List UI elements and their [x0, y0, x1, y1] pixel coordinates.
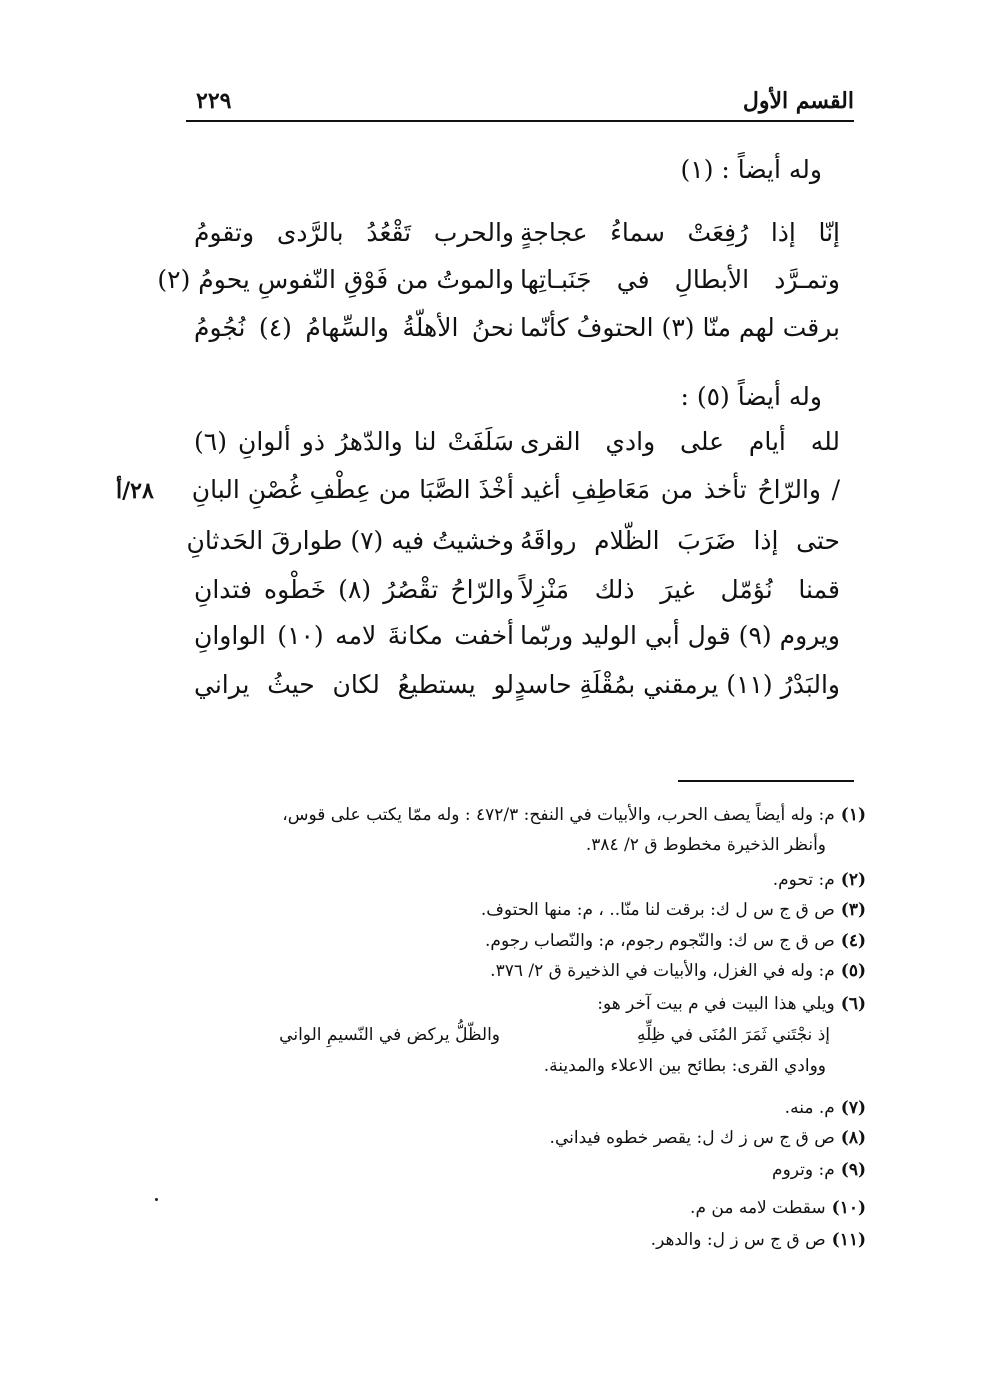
- verse-line: [186, 313, 854, 357]
- footnote-verse: [190, 1025, 830, 1055]
- footnote: [481, 900, 866, 920]
- footnote-number: (٣): [840, 900, 866, 920]
- verse-second-hemistich: أخْذَ الصَّبَا من عِطْفِ غُصْنِ البانِ: [191, 475, 514, 504]
- verse-first-hemistich: ويروم (٩) قول أبي الوليد وربّما: [520, 621, 840, 650]
- footnote: [785, 1098, 866, 1118]
- footnote-number: (٩): [840, 1160, 866, 1180]
- verse-line: [186, 475, 854, 519]
- verse-line: [186, 621, 854, 665]
- verse-first-hemistich: وتمـرَّد الأبطالِ في جَنَبـاتِها: [520, 265, 840, 294]
- verse-second-hemistich: لو يستطيعُ لكان حيثُ يراني: [194, 670, 514, 699]
- footnote-number: (١): [840, 805, 866, 825]
- header-rule: [186, 120, 854, 122]
- footnote-number: (٥): [840, 961, 866, 981]
- footnote-continuation: وأنظر الذخيرة مخطوط ق ٢/ ٣٨٤.: [585, 835, 826, 855]
- folio-margin-note: ٢٨/أ: [116, 478, 154, 504]
- footnote-text: ويلي هذا البيت في م بيت آخر هو:: [597, 994, 835, 1014]
- verse-first-hemistich: إنّا إذا رُفِعَتْ سماءُ عجاجةٍ: [520, 218, 840, 247]
- verse-line: [186, 526, 854, 570]
- poem-intro: وله أيضاً (٥) :: [680, 382, 822, 411]
- verse-second-hemistich: سَلَفَتْ لنا والدّهرُ ذو ألوانِ (٦): [194, 427, 514, 456]
- footnote: [490, 961, 866, 981]
- footnote-text: سقطت لامه من م.: [690, 1198, 826, 1218]
- footnote-text: م. منه.: [784, 1098, 835, 1118]
- footnote-text: ص ق ج س ك: والنّجوم رجوم، م: والنّصاب رجوم.: [485, 931, 835, 951]
- verse-second-hemistich: والحرب تَقْعُدُ بالرَّدى وتقومُ: [194, 218, 514, 247]
- stray-mark: [155, 1198, 158, 1201]
- footnote-number: (٢): [840, 870, 866, 890]
- section-title: القسم الأول: [742, 88, 854, 114]
- verse-first-hemistich: / والرّاحُ تأخذ من مَعَاطِفِ أغيد: [520, 475, 840, 504]
- footnote-text: م: وله في الغزل، والأبيات في الذخيرة ق ٢/ ٣٧٦.: [490, 961, 835, 981]
- footnote-text: ص ق ج س ز ل: والدهر.: [650, 1230, 826, 1250]
- poem-intro: وله أيضاً : (١): [680, 155, 822, 184]
- footnote: [690, 1198, 866, 1218]
- footnote-continuation: ووادي القرى: بطائح بين الاعلاء والمدينة.: [543, 1056, 826, 1076]
- verse-line: [186, 575, 854, 619]
- footnote: [550, 1128, 866, 1148]
- footnote-verse-first: إذ نجْتَني ثَمَرَ المُنَى في ظِلِّهِ: [637, 1025, 830, 1045]
- footnote-number: (١١): [831, 1230, 866, 1250]
- footnote-text: م: وله أيضاً يصف الحرب، والأبيات في النفح: ٤٧٢/٣ : وله ممّا يكتب على قوس،: [282, 805, 835, 825]
- verse-first-hemistich: حتى إذا ضَرَبَ الظّلام رواقَهُ: [520, 526, 840, 555]
- footnote-number: (١٠): [831, 1198, 866, 1218]
- verse-line: [186, 427, 854, 471]
- footnote-number: (٧): [840, 1098, 866, 1118]
- verse-first-hemistich: قمنا نُؤمّل غيرَ ذلك مَنْزِلاً: [520, 575, 840, 604]
- verse-line: [157, 265, 854, 309]
- footnote: [773, 870, 866, 890]
- footnote-text: م: وتروم: [772, 1160, 835, 1180]
- footnote-number: (٦): [840, 994, 866, 1014]
- footnote: [485, 931, 866, 951]
- verse-line: [186, 670, 854, 714]
- verse-line: [186, 218, 854, 262]
- verse-first-hemistich: برقت لهم منّا (٣) الحتوفُ كأنّما: [520, 313, 840, 342]
- footnote-number: (٤): [840, 931, 866, 951]
- footnote-rule: [678, 780, 854, 782]
- verse-second-hemistich: أخفت مكانةَ لامه (١٠) الواوانِ: [194, 621, 514, 650]
- footnote: [282, 805, 866, 825]
- page-header: [186, 84, 854, 124]
- verse-first-hemistich: والبَدْرُ (١١) يرمقني بمُقْلَةِ حاسدٍ: [514, 670, 840, 699]
- page-number: ٢٢٩: [196, 88, 232, 114]
- footnote-text: م: تحوم.: [772, 870, 835, 890]
- footnote: [597, 994, 866, 1014]
- footnote-number: (٨): [840, 1128, 866, 1148]
- verse-second-hemistich: والموتُ من فَوْقِ النّفوسِ يحومُ (٢): [157, 265, 514, 294]
- verse-second-hemistich: والرّاحُ تقْصُرُ (٨) خَطْوه فتدانِ: [194, 575, 514, 604]
- footnote: [772, 1160, 866, 1180]
- verse-second-hemistich: وخشيتُ فيه (٧) طوارقَ الحَدثانِ: [186, 526, 514, 555]
- footnote-text: ص ق ج س ل ك: برقت لنا منّا.. ، م: منها الحتوف.: [480, 900, 835, 920]
- footnote-verse-second: والظّلُّ يركض في النّسيمِ الواني: [279, 1025, 500, 1045]
- footnote-text: ص ق ج س ز ك ل: يقصر خطوه فيداني.: [549, 1128, 835, 1148]
- footnote: [651, 1230, 866, 1250]
- verse-second-hemistich: نحنُ الأهلّةُ والسِّهامُ (٤) نُجُومُ: [194, 313, 514, 342]
- verse-first-hemistich: لله أيام على وادي القرى: [520, 427, 840, 456]
